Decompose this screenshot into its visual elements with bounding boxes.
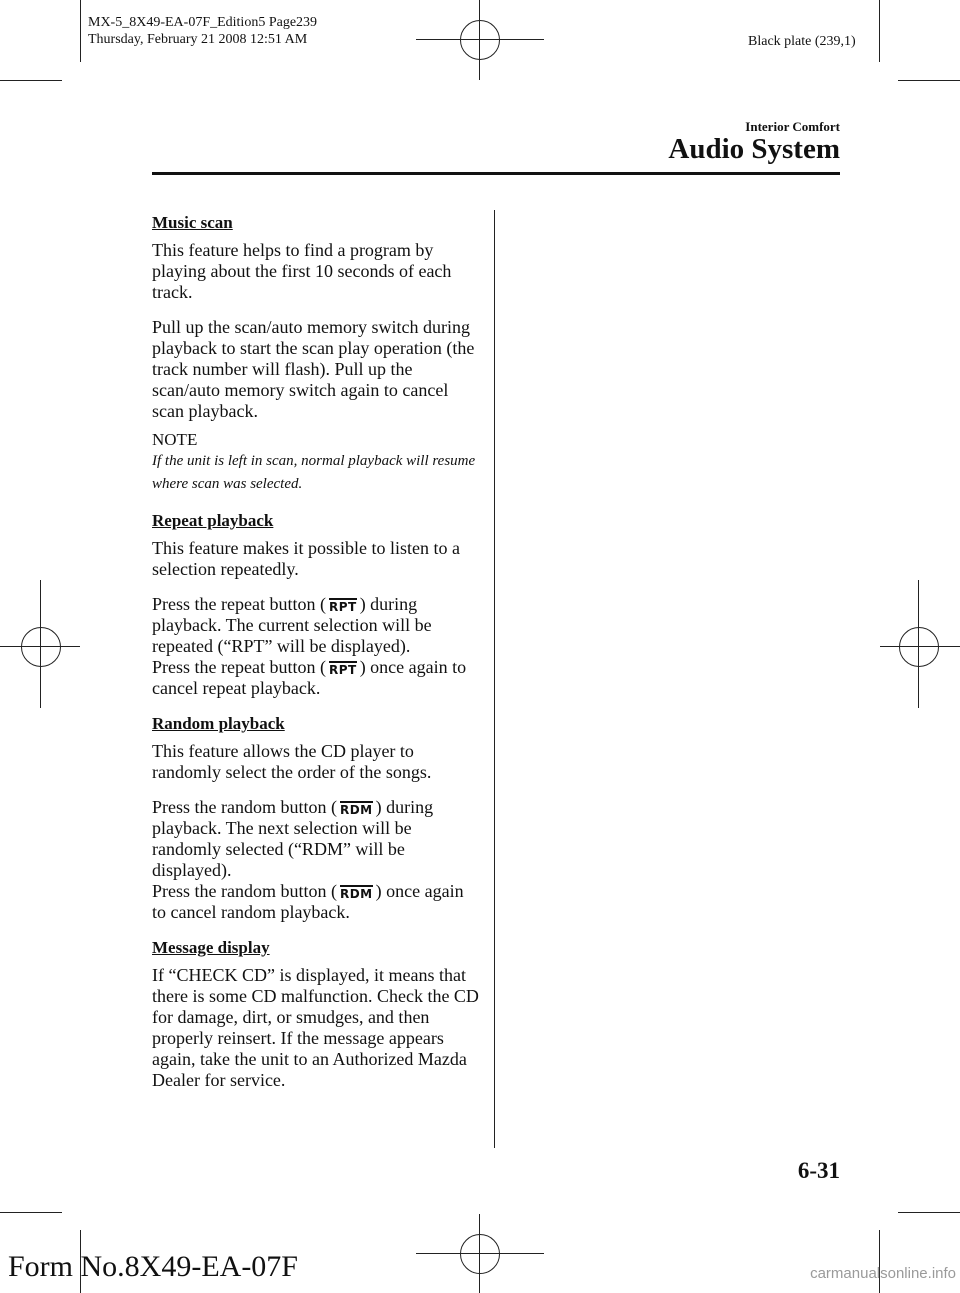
note-text: If the unit is left in scan, normal playback will resume where scan was selected. xyxy=(152,453,476,492)
message-display-text: If “CHECK CD” is displayed, it means that there is some CD malfunction. Check the CD for damage, dirt, or smudges, and then properly reinsert. If the message appears again, take the unit to an Authorized Mazda Dealer for service. xyxy=(152,965,479,1090)
note-label: NOTE xyxy=(152,430,198,449)
page-number: 6-31 xyxy=(797,1158,840,1183)
music-scan-heading: Music scan xyxy=(152,213,233,232)
column-divider xyxy=(494,210,495,1148)
message-display-heading: Message display xyxy=(152,938,270,957)
music-scan-intro: This feature helps to find a program by playing about the first 10 seconds of each track. xyxy=(152,240,452,302)
random-playback-heading: Random playback xyxy=(152,714,285,733)
random-playback-instructions: Press the random button ( RDM ) during playback. The next selection will be randomly selected (“RDM” will be displayed). Press the random button ( RDM ) once again to cancel random playback. xyxy=(152,797,464,922)
repeat-playback-heading: Repeat playback xyxy=(152,511,274,530)
random-button-icon: RDM xyxy=(339,887,373,901)
plate-label: Black plate (239,1) xyxy=(748,34,856,49)
repeat-button-icon: RPT xyxy=(328,600,357,614)
watermark: carmanualsonline.info xyxy=(810,1265,956,1282)
repeat-playback-intro: This feature makes it possible to listen to a selection repeatedly. xyxy=(152,538,460,579)
form-number: Form No.8X49-EA-07F xyxy=(8,1250,298,1283)
random-playback-intro: This feature allows the CD player to randomly select the order of the songs. xyxy=(152,741,432,782)
music-scan-instructions: Pull up the scan/auto memory switch during playback to start the scan play operation (the track number will flash). Pull up the scan/auto memory switch again to cancel scan playback. xyxy=(152,317,475,421)
plate-date-line: Thursday, February 21 2008 12:51 AM xyxy=(88,32,308,47)
header-rule xyxy=(152,172,840,175)
random-button-icon: RDM xyxy=(339,803,373,817)
page-title: Audio System xyxy=(668,133,840,165)
repeat-button-icon: RPT xyxy=(328,663,357,677)
repeat-playback-instructions: Press the repeat button ( RPT ) during playback. The current selection will be repeated (“RPT” will be displayed). Press the repeat button ( RPT ) once again to cancel repeat playback. xyxy=(152,594,467,698)
plate-file-line: MX-5_8X49-EA-07F_Edition5 Page239 xyxy=(88,15,318,30)
content-column xyxy=(152,212,482,1105)
section-label: Interior Comfort xyxy=(745,119,840,134)
plate-info xyxy=(88,14,317,48)
